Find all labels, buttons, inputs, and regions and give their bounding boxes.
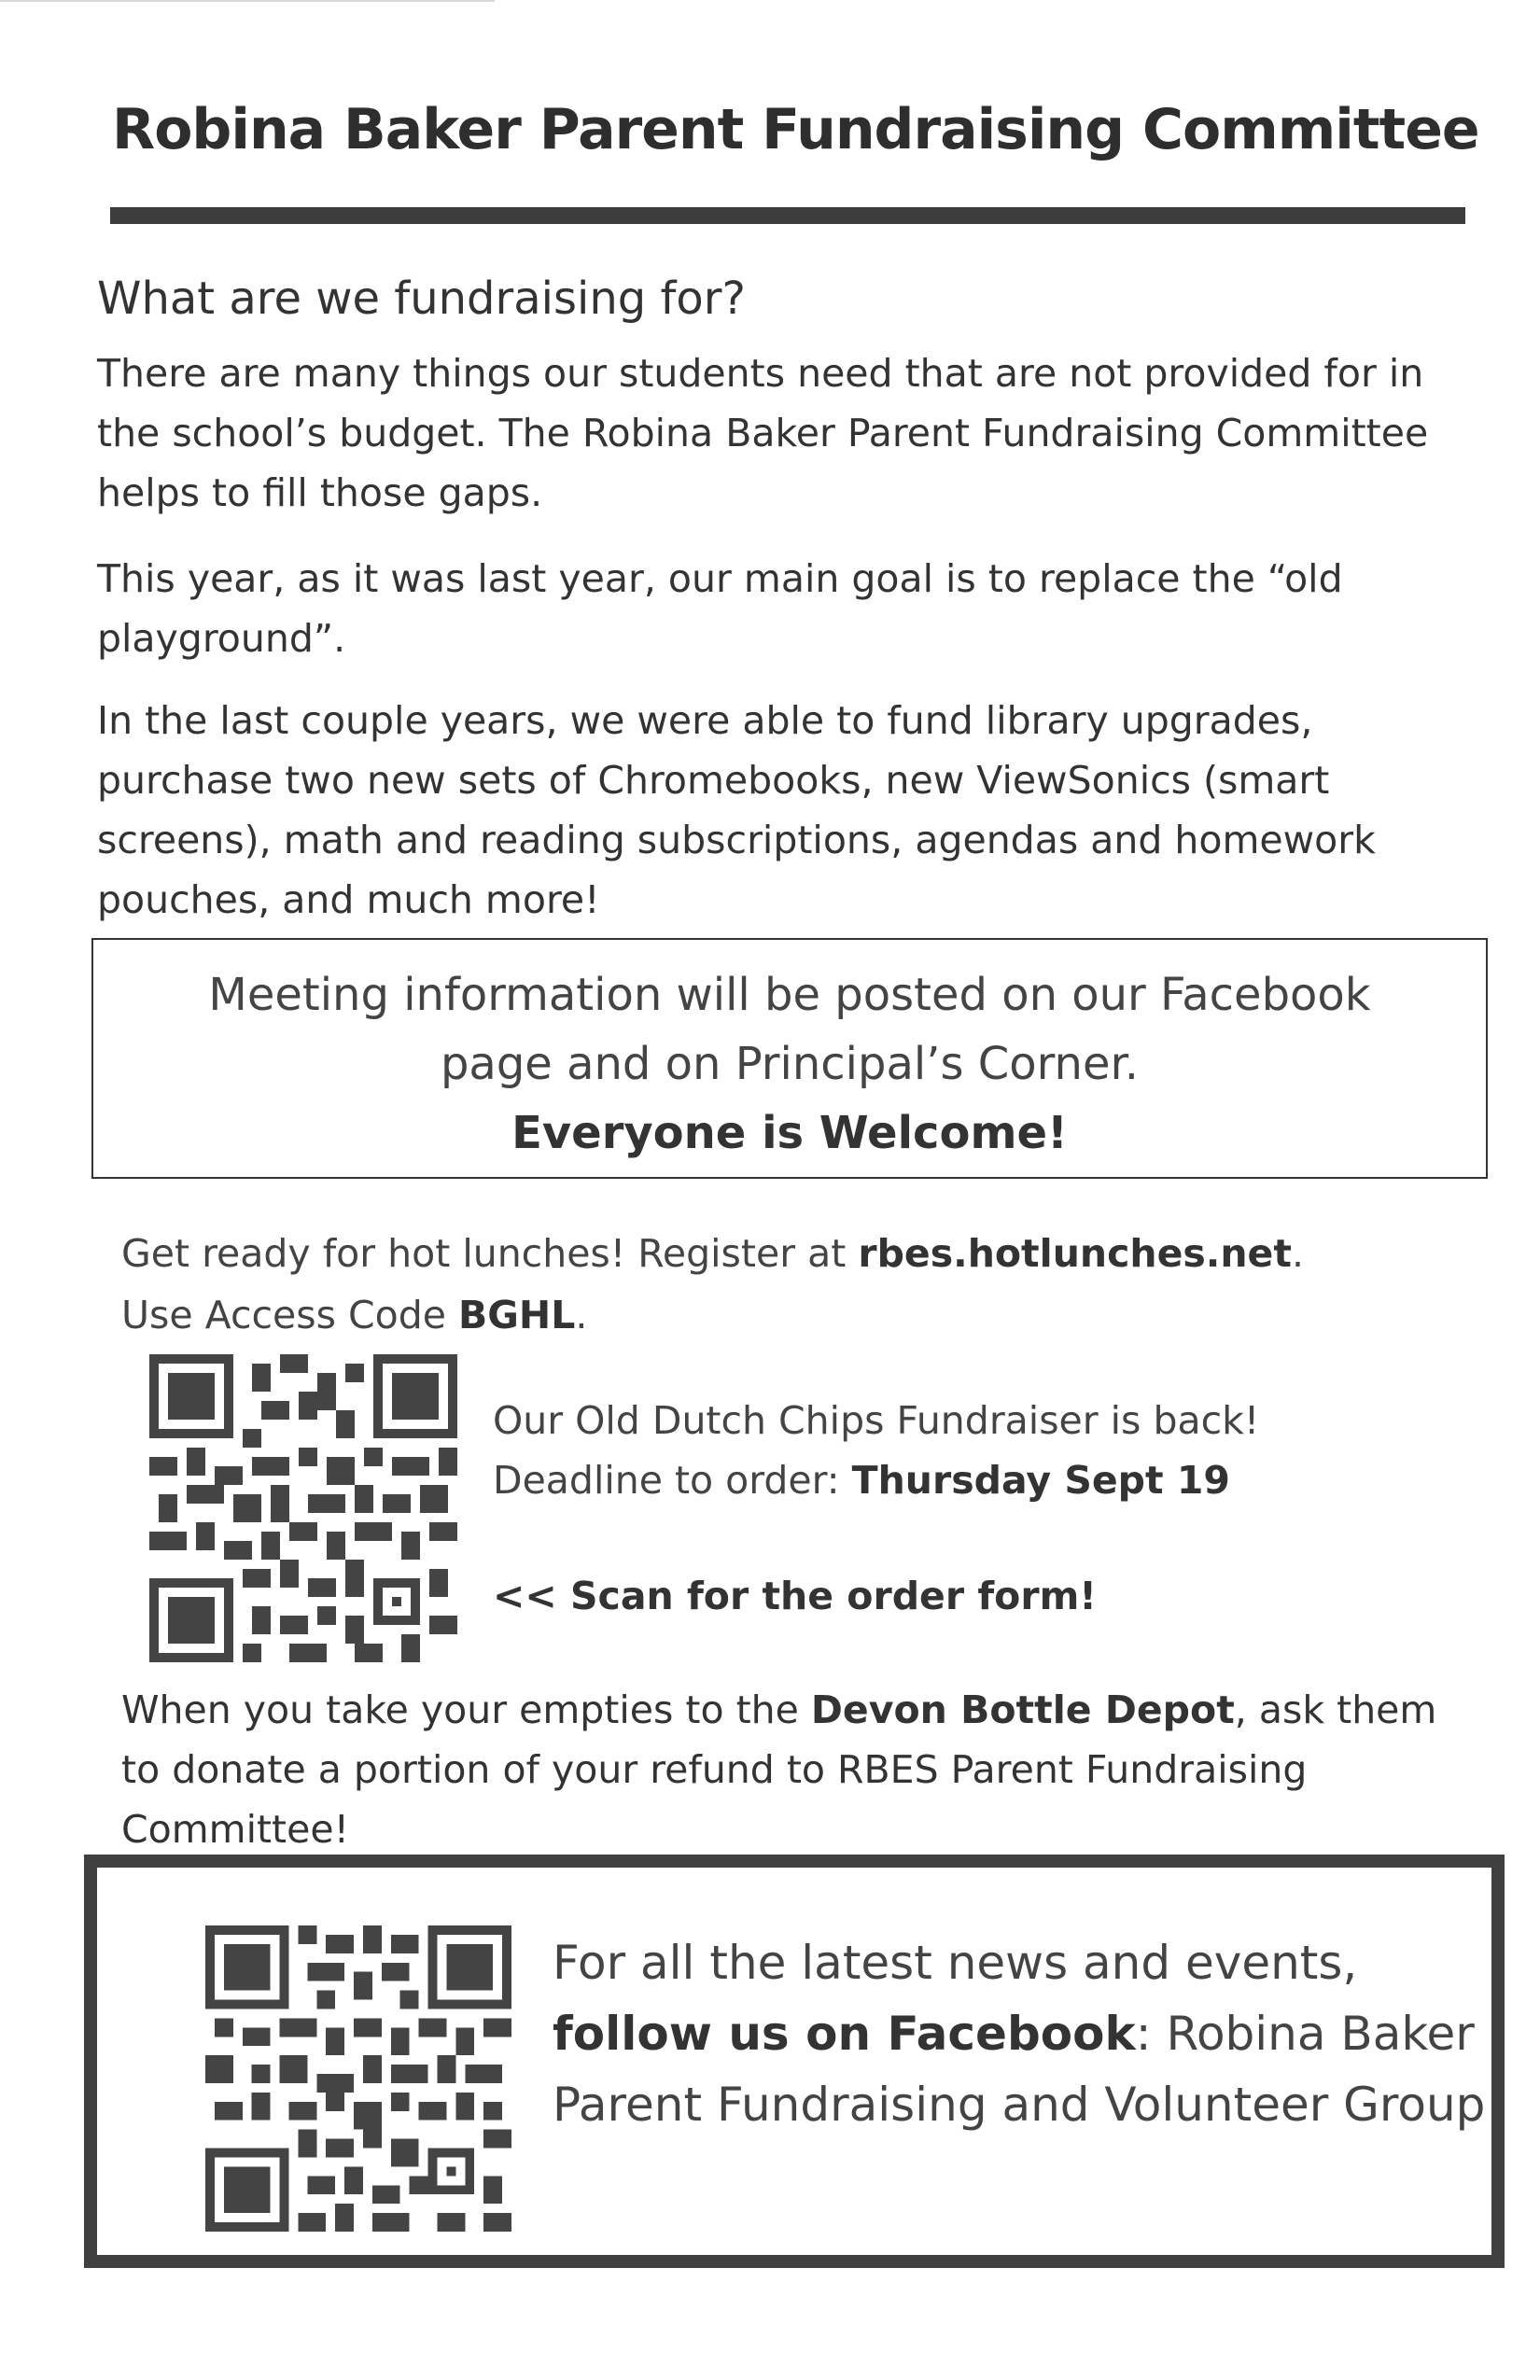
hot-lunch-section [121,1223,1484,1346]
access-code-label: Use Access Code [121,1293,459,1337]
hot-lunch-text: Get ready for hot lunches! Register at [121,1231,859,1276]
scan-edge-line [0,0,495,2]
scan-instruction: << Scan for the order form! [493,1574,1097,1618]
bottle-text-2: , ask them to donate a portion of your refund to RBES Parent Fundraising Committee! [121,1687,1437,1852]
intro-paragraph-3: In the last couple years, we were able to fund library upgrades, purchase two new sets of Chromebooks, new ViewSonics (smart screens), math and reading subscriptions, agendas and homework pouches, and much more! [97,698,1376,922]
facebook-group-name: : Robina Baker Parent Fundraising and Volunteer Group [553,2007,1486,2132]
intro-paragraph-1: There are many things our students need that are not provided for in the school’s budget. The Robina Baker Parent Fundraising Committee helps to fill those gaps. [97,351,1429,515]
chips-fundraiser-section [493,1391,1482,1626]
deadline-label: Deadline to order: [493,1458,852,1503]
chips-announcement: Our Old Dutch Chips Fundraiser is back! [493,1398,1260,1443]
access-code: BGHL [458,1293,576,1337]
facebook-line-1: For all the latest news and events, [553,1936,1358,1990]
page-title: Robina Baker Parent Fundraising Committee [112,97,1479,162]
deadline-value: Thursday Sept 19 [851,1458,1230,1503]
meeting-info-box [91,938,1488,1179]
facebook-text [553,1927,1486,2140]
intro-paragraph-2: This year, as it was last year, our main goal is to replace the “old playground”. [97,556,1343,661]
access-code-period: . [575,1293,588,1337]
follow-facebook-bold: follow us on Facebook [553,2007,1136,2061]
qr-code-order-form-icon[interactable] [149,1353,457,1663]
chips-deadline [493,1450,1482,1510]
welcome-text: Everyone is Welcome! [511,1107,1068,1159]
hot-lunch-url[interactable]: rbes.hotlunches.net [858,1231,1292,1276]
depot-name: Devon Bottle Depot [810,1687,1235,1732]
hot-lunch-period: . [1291,1231,1305,1276]
section-heading: What are we fundraising for? [97,273,746,325]
facebook-box [84,1855,1505,2268]
qr-code-facebook-icon[interactable] [205,1925,511,2232]
meeting-info-text: Meeting information will be posted on our Facebook page and on Principal’s Corner. [208,969,1371,1090]
bottle-text-1: When you take your empties to the [121,1687,811,1732]
bottle-depot-section [121,1680,1484,1859]
title-divider [110,207,1465,224]
